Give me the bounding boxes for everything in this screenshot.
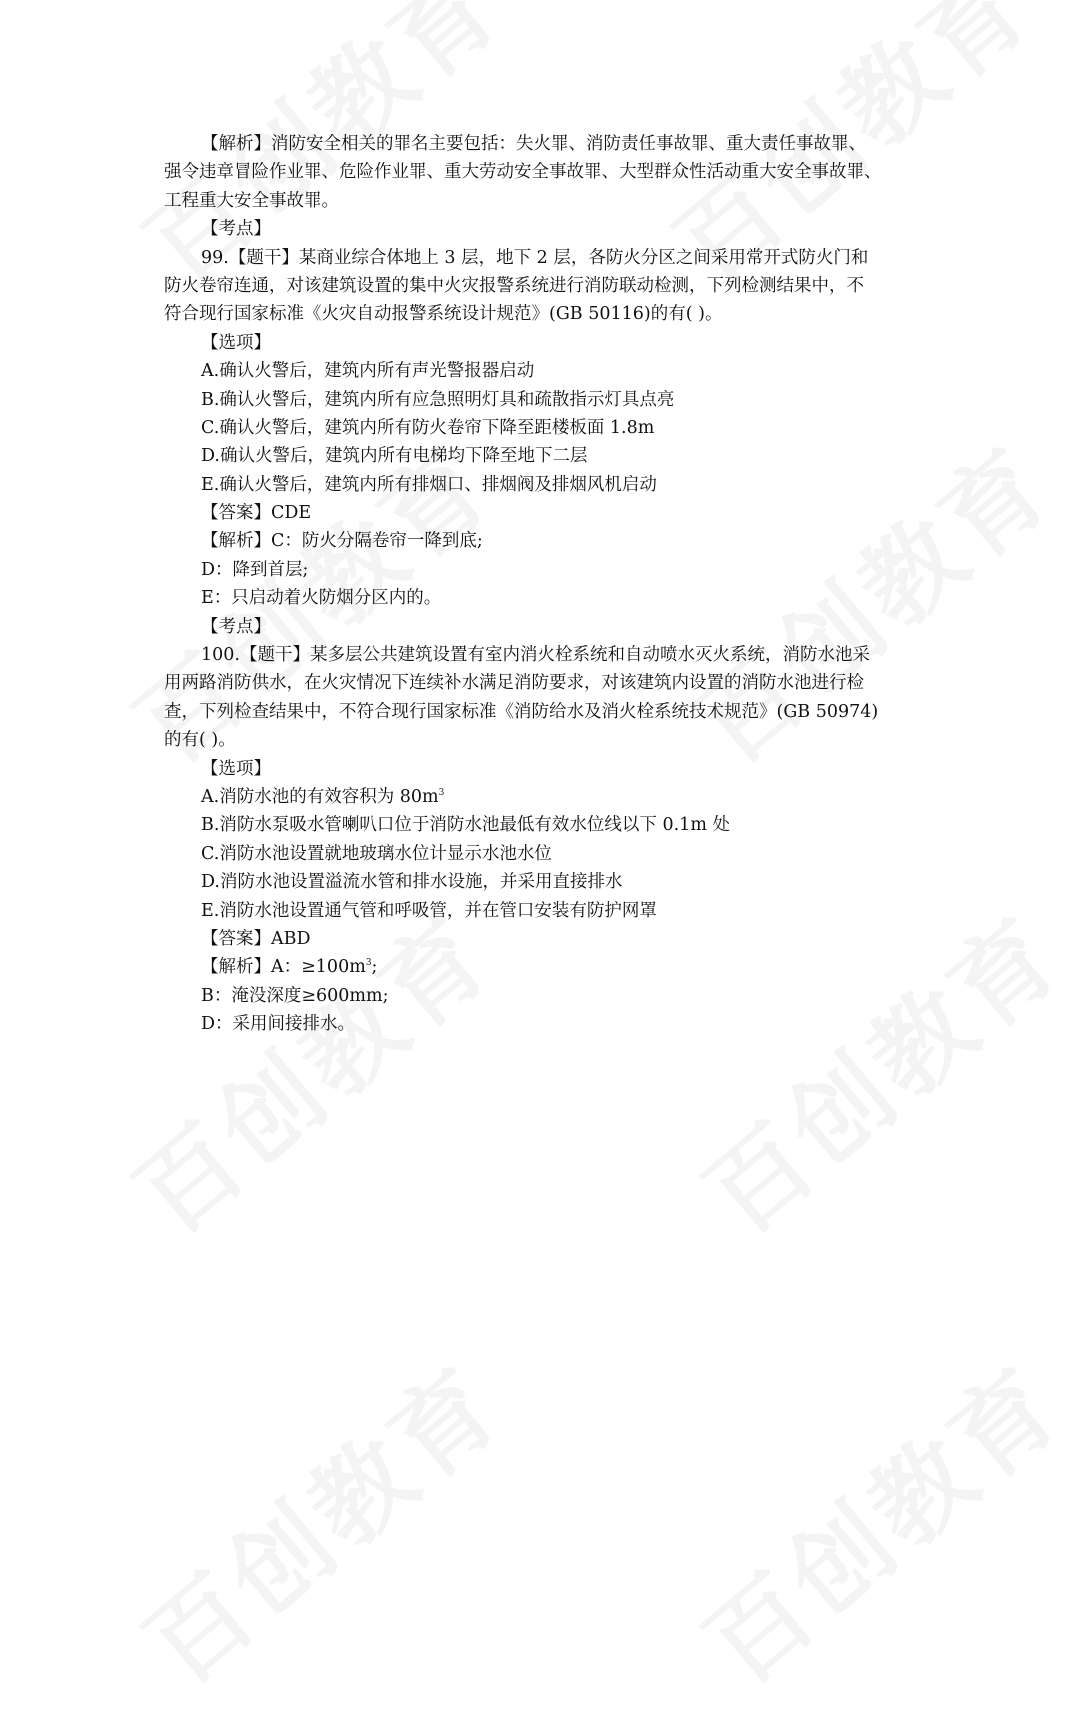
- analysis-text: 【解析】A：≥100m: [201, 957, 366, 978]
- option-a: [164, 783, 920, 811]
- option-b: B.确认火警后，建筑内所有应急照明灯具和疏散指示灯具点亮: [201, 389, 675, 410]
- watermark: [110, 1327, 527, 1710]
- superscript: 3: [365, 958, 372, 969]
- answer-line: 【答案】CDE: [201, 503, 312, 524]
- option-b: B.消防水泵吸水管喇叭口位于消防水池最低有效水位线以下 0.1m 处: [201, 815, 730, 836]
- analysis-text-end: ;: [371, 957, 378, 978]
- analysis-line: 【解析】消防安全相关的罪名主要包括：失火罪、消防责任事故罪、重大责任事故罪、: [201, 134, 866, 154]
- option-e: E.消防水池设置通气管和呼吸管，并在管口安装有防护网罩: [201, 900, 657, 921]
- option-d: D.确认火警后，建筑内所有电梯均下降至地下二层: [201, 446, 588, 467]
- analysis-line: 工程重大安全事故罪。: [164, 190, 339, 211]
- analysis-line: D：采用间接排水。: [201, 1014, 356, 1035]
- question-stem-99: 防火卷帘连通，对该建筑设置的集中火灾报警系统进行消防联动检测，下列检测结果中，不: [164, 275, 864, 296]
- option-e: E.确认火警后，建筑内所有排烟口、排烟阀及排烟风机启动: [201, 474, 657, 495]
- option-a-text: A.消防水池的有效容积为 80m: [201, 786, 439, 807]
- question-stem-100: 100.【题干】某多层公共建筑设置有室内消火栓系统和自动喷水灭火系统，消防水池采: [201, 645, 870, 666]
- analysis-line: B：淹没深度≥600mm;: [201, 985, 389, 1006]
- options-label: 【选项】: [201, 758, 271, 779]
- option-d: D.消防水池设置溢流水管和排水设施，并采用直接排水: [201, 872, 623, 893]
- question-stem-100: 的有( )。: [164, 730, 236, 751]
- question-stem-100: 用两路消防供水，在火灾情况下连续补水满足消防要求，对该建筑内设置的消防水池进行检: [164, 673, 864, 694]
- analysis-line: [164, 953, 920, 981]
- question-stem-99: 99.【题干】某商业综合体地上 3 层，地下 2 层，各防火分区之间采用常开式防火门和: [201, 247, 869, 268]
- analysis-line: E：只启动着火防烟分区内的。: [201, 588, 442, 609]
- topic-label: 【考点】: [201, 219, 271, 240]
- answer-line: 【答案】ABD: [201, 928, 311, 949]
- analysis-line: 【解析】C：防火分隔卷帘一降到底;: [201, 531, 483, 552]
- option-c: C.消防水池设置就地玻璃水位计显示水池水位: [201, 843, 552, 864]
- document-body: [164, 130, 920, 1039]
- option-c: C.确认火警后，建筑内所有防火卷帘下降至距楼板面 1.8m: [201, 417, 655, 438]
- analysis-line: 强令违章冒险作业罪、危险作业罪、重大劳动安全事故罪、大型群众性活动重大安全事故罪、: [164, 162, 882, 183]
- question-stem-99: 符合现行国家标准《火灾自动报警系统设计规范》(GB 50116)的有( )。: [164, 304, 723, 325]
- option-a: A.确认火警后，建筑内所有声光警报器启动: [201, 361, 535, 382]
- analysis-line: D：降到首层;: [201, 559, 309, 580]
- options-label: 【选项】: [201, 332, 271, 353]
- watermark: [670, 1327, 1080, 1710]
- question-stem-100: 查，下列检查结果中，不符合现行国家标准《消防给水及消火栓系统技术规范》(GB 50974): [164, 701, 879, 722]
- topic-label: 【考点】: [201, 616, 271, 637]
- superscript: 3: [438, 787, 445, 798]
